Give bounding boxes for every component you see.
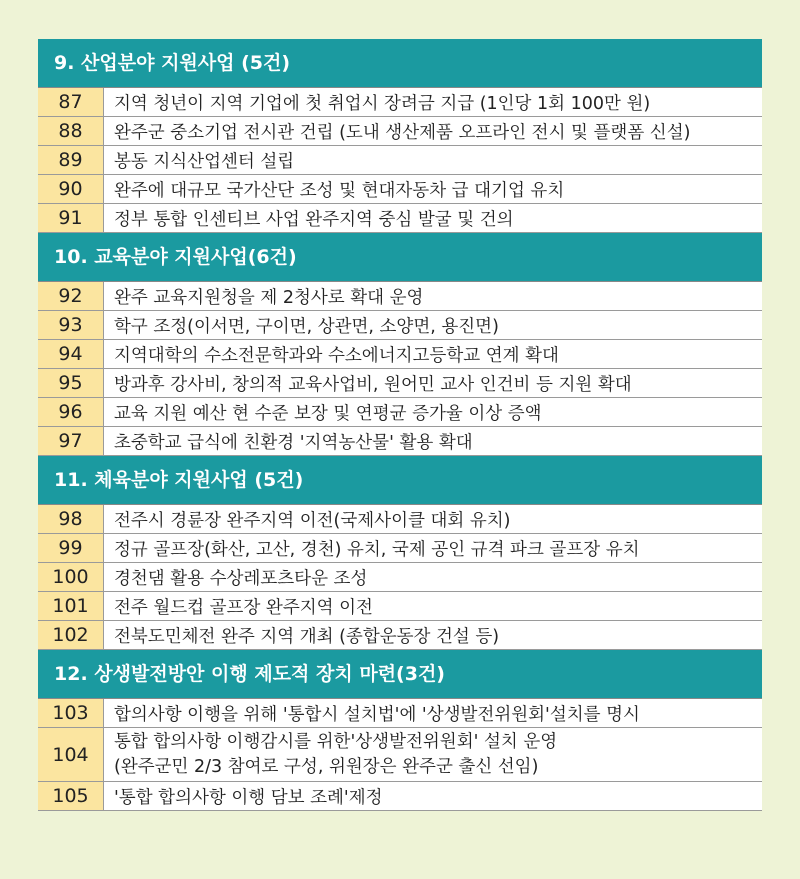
item-number: 92 <box>38 282 104 310</box>
list-item <box>38 728 762 782</box>
item-text: 경천댐 활용 수상레포츠타운 조성 <box>114 568 368 589</box>
item-number: 100 <box>38 563 104 591</box>
section-header-sports: 11. 체육분야 지원사업 (5건) <box>38 456 762 505</box>
item-text: 완주에 대규모 국가산단 조성 및 현대자동차 급 대기업 유치 <box>114 180 565 201</box>
agenda-table <box>38 39 762 811</box>
item-number: 94 <box>38 340 104 368</box>
item-text: 봉동 지식산업센터 설립 <box>114 151 295 172</box>
item-text: 정부 통합 인센티브 사업 완주지역 중심 발굴 및 건의 <box>114 209 514 230</box>
list-item <box>38 563 762 592</box>
list-item <box>38 88 762 117</box>
item-number: 91 <box>38 204 104 232</box>
list-item <box>38 782 762 811</box>
item-text-line2: (완주군민 2/3 참여로 구성, 위원장은 완주군 출신 선임) <box>114 756 539 777</box>
item-number: 105 <box>38 782 104 810</box>
item-text: 합의사항 이행을 위해 '통합시 설치법'에 '상생발전위원회'설치를 명시 <box>114 704 640 725</box>
item-number: 87 <box>38 88 104 116</box>
item-text: 정규 골프장(화산, 고산, 경천) 유치, 국제 공인 규격 파크 골프장 유치 <box>114 539 640 560</box>
list-item <box>38 592 762 621</box>
list-item <box>38 369 762 398</box>
section-header-industry: 9. 산업분야 지원사업 (5건) <box>38 39 762 88</box>
item-number: 102 <box>38 621 104 649</box>
item-text: 학구 조정(이서면, 구이면, 상관면, 소양면, 용진면) <box>114 316 499 337</box>
list-item <box>38 398 762 427</box>
item-number: 90 <box>38 175 104 203</box>
item-text-line1: 통합 합의사항 이행감시를 위한'상생발전위원회' 설치 운영 <box>114 731 558 752</box>
list-item <box>38 204 762 233</box>
list-item <box>38 340 762 369</box>
item-number: 88 <box>38 117 104 145</box>
item-text: 교육 지원 예산 현 수준 보장 및 연평균 증가율 이상 증액 <box>114 403 542 424</box>
list-item <box>38 621 762 650</box>
item-number: 98 <box>38 505 104 533</box>
list-item <box>38 175 762 204</box>
list-item <box>38 146 762 175</box>
item-number: 96 <box>38 398 104 426</box>
section-header-education: 10. 교육분야 지원사업(6건) <box>38 233 762 282</box>
item-number: 99 <box>38 534 104 562</box>
item-text: 초중학교 급식에 친환경 '지역농산물' 활용 확대 <box>114 432 473 453</box>
section-header-coprosperity: 12. 상생발전방안 이행 제도적 장치 마련(3건) <box>38 650 762 699</box>
item-number: 97 <box>38 427 104 455</box>
item-number: 103 <box>38 699 104 727</box>
item-text: '통합 합의사항 이행 담보 조례'제정 <box>114 787 383 808</box>
item-number: 95 <box>38 369 104 397</box>
item-text: 지역대학의 수소전문학과와 수소에너지고등학교 연계 확대 <box>114 345 559 366</box>
item-text: 완주 교육지원청을 제 2청사로 확대 운영 <box>114 287 424 308</box>
item-number: 104 <box>38 728 104 781</box>
list-item <box>38 534 762 563</box>
list-item <box>38 699 762 728</box>
list-item <box>38 505 762 534</box>
item-number: 89 <box>38 146 104 174</box>
item-text: 전주 월드컵 골프장 완주지역 이전 <box>114 597 373 618</box>
list-item <box>38 282 762 311</box>
list-item <box>38 311 762 340</box>
item-text: 전주시 경륜장 완주지역 이전(국제사이클 대회 유치) <box>114 510 511 531</box>
item-text: 방과후 강사비, 창의적 교육사업비, 원어민 교사 인건비 등 지원 확대 <box>114 374 632 395</box>
list-item <box>38 117 762 146</box>
item-text: 지역 청년이 지역 기업에 첫 취업시 장려금 지급 (1인당 1회 100만 원) <box>114 93 651 114</box>
item-number: 101 <box>38 592 104 620</box>
item-text: 완주군 중소기업 전시관 건립 (도내 생산제품 오프라인 전시 및 플랫폼 신설) <box>114 122 691 143</box>
item-number: 93 <box>38 311 104 339</box>
item-text: 전북도민체전 완주 지역 개최 (종합운동장 건설 등) <box>114 626 500 647</box>
item-text <box>104 728 762 781</box>
list-item <box>38 427 762 456</box>
